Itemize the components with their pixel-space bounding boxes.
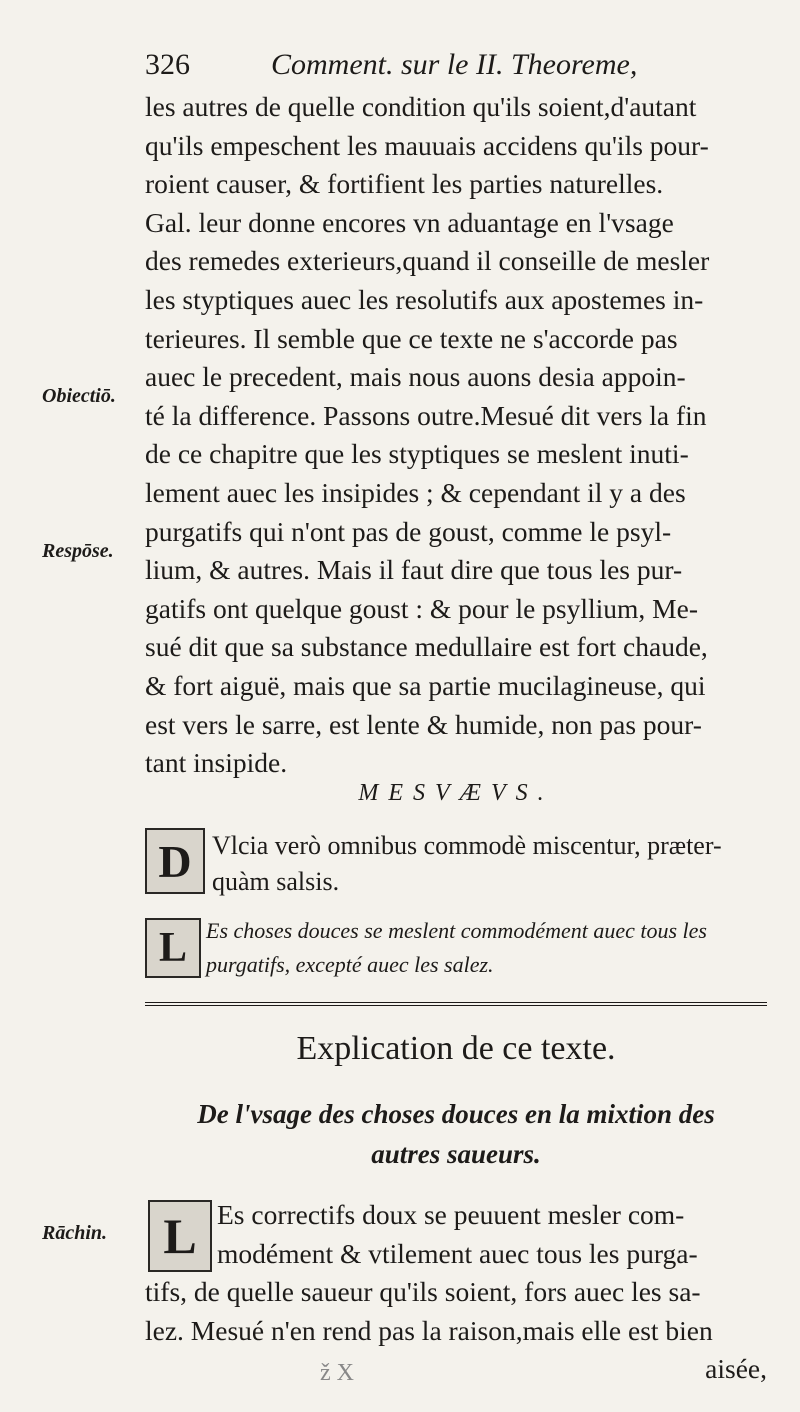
margin-note-objection: Obiectiō. — [42, 385, 116, 407]
text-line: té la difference. Passons outre.Mesué dit vers la fin — [145, 399, 707, 431]
text-line: lium, & autres. Mais il faut dire que tous les pur- — [145, 554, 683, 586]
text-line: terieures. Il semble que ce texte ne s'accorde pas — [145, 322, 678, 354]
text-line: de ce chapitre que les styptiques se meslent inuti- — [145, 438, 689, 470]
running-title: Comment. sur le II. Theoreme, — [271, 48, 638, 81]
text-line: sué dit que sa substance medullaire est fort chaude, — [145, 631, 708, 663]
text-line: purgatifs, excepté auec les salez. — [206, 952, 494, 977]
text-line: tant insipide. — [145, 747, 288, 779]
text-line: les styptiques auec les resolutifs aux apostemes in- — [145, 283, 704, 315]
text-line: est vers le sarre, est lente & humide, non pas pour- — [145, 708, 702, 740]
margin-note-response: Respōse. — [42, 540, 114, 562]
page-number: 326 — [145, 48, 190, 81]
text-line: lez. Mesué n'en rend pas la raison,mais elle est bien — [145, 1314, 713, 1346]
text-line: les autres de quelle condition qu'ils soient,d'autant — [145, 91, 697, 122]
text-line: des remedes exterieurs,quand il conseille de mesler — [145, 245, 710, 277]
body-text — [145, 88, 767, 783]
section-divider — [145, 1002, 767, 1010]
explication-title: Explication de ce texte. — [296, 1030, 616, 1067]
running-header — [145, 48, 770, 92]
text-line: Vlcia verò omnibus commodè miscentur, præter- — [212, 831, 722, 860]
section-heading: MESVÆVS. — [358, 780, 554, 806]
text-line: Es choses douces se meslent commodément auec tous les — [206, 918, 707, 943]
dropcap-final: L — [148, 1200, 212, 1272]
explication-subtitle — [145, 1094, 767, 1174]
footer-marks: ž X — [320, 1360, 354, 1386]
text-line: Gal. leur donne encores vn aduantage en l'vsage — [145, 206, 674, 238]
text-line: modément & vtilement auec tous les purga- — [217, 1237, 698, 1269]
text-line: lement auec les insipides ; & cependant il y a des — [145, 476, 686, 508]
text-line: quàm salsis. — [212, 867, 340, 896]
text-line: Es correctifs doux se peuuent mesler com- — [217, 1199, 685, 1230]
text-line: purgatifs qui n'ont pas de goust, comme le psyl- — [145, 515, 672, 547]
latin-text — [212, 828, 772, 900]
text-line: tifs, de quelle saueur qu'ils soient, fors auec les sa- — [145, 1276, 701, 1308]
subtitle-line: autres saueurs. — [371, 1139, 541, 1169]
text-line: auec le precedent, mais nous auons desia appoin- — [145, 361, 686, 393]
text-line: gatifs ont quelque goust : & pour le psyllium, Me- — [145, 592, 698, 624]
text-line: aisée, — [705, 1353, 767, 1385]
dropcap-translation: L — [145, 918, 201, 978]
subtitle-line: De l'vsage des choses douces en la mixtion des — [197, 1099, 715, 1129]
text-line: roient causer, & fortifient les parties naturelles. — [145, 168, 664, 200]
text-line: & fort aiguë, mais que sa partie mucilagineuse, qui — [145, 669, 706, 701]
dropcap-latin: D — [145, 828, 205, 894]
text-line: qu'ils empeschent les mauuais accidens qu'ils pour- — [145, 129, 709, 161]
margin-note-author: Rāchin. — [42, 1222, 108, 1244]
final-text — [145, 1196, 767, 1389]
translation-text — [206, 914, 772, 982]
